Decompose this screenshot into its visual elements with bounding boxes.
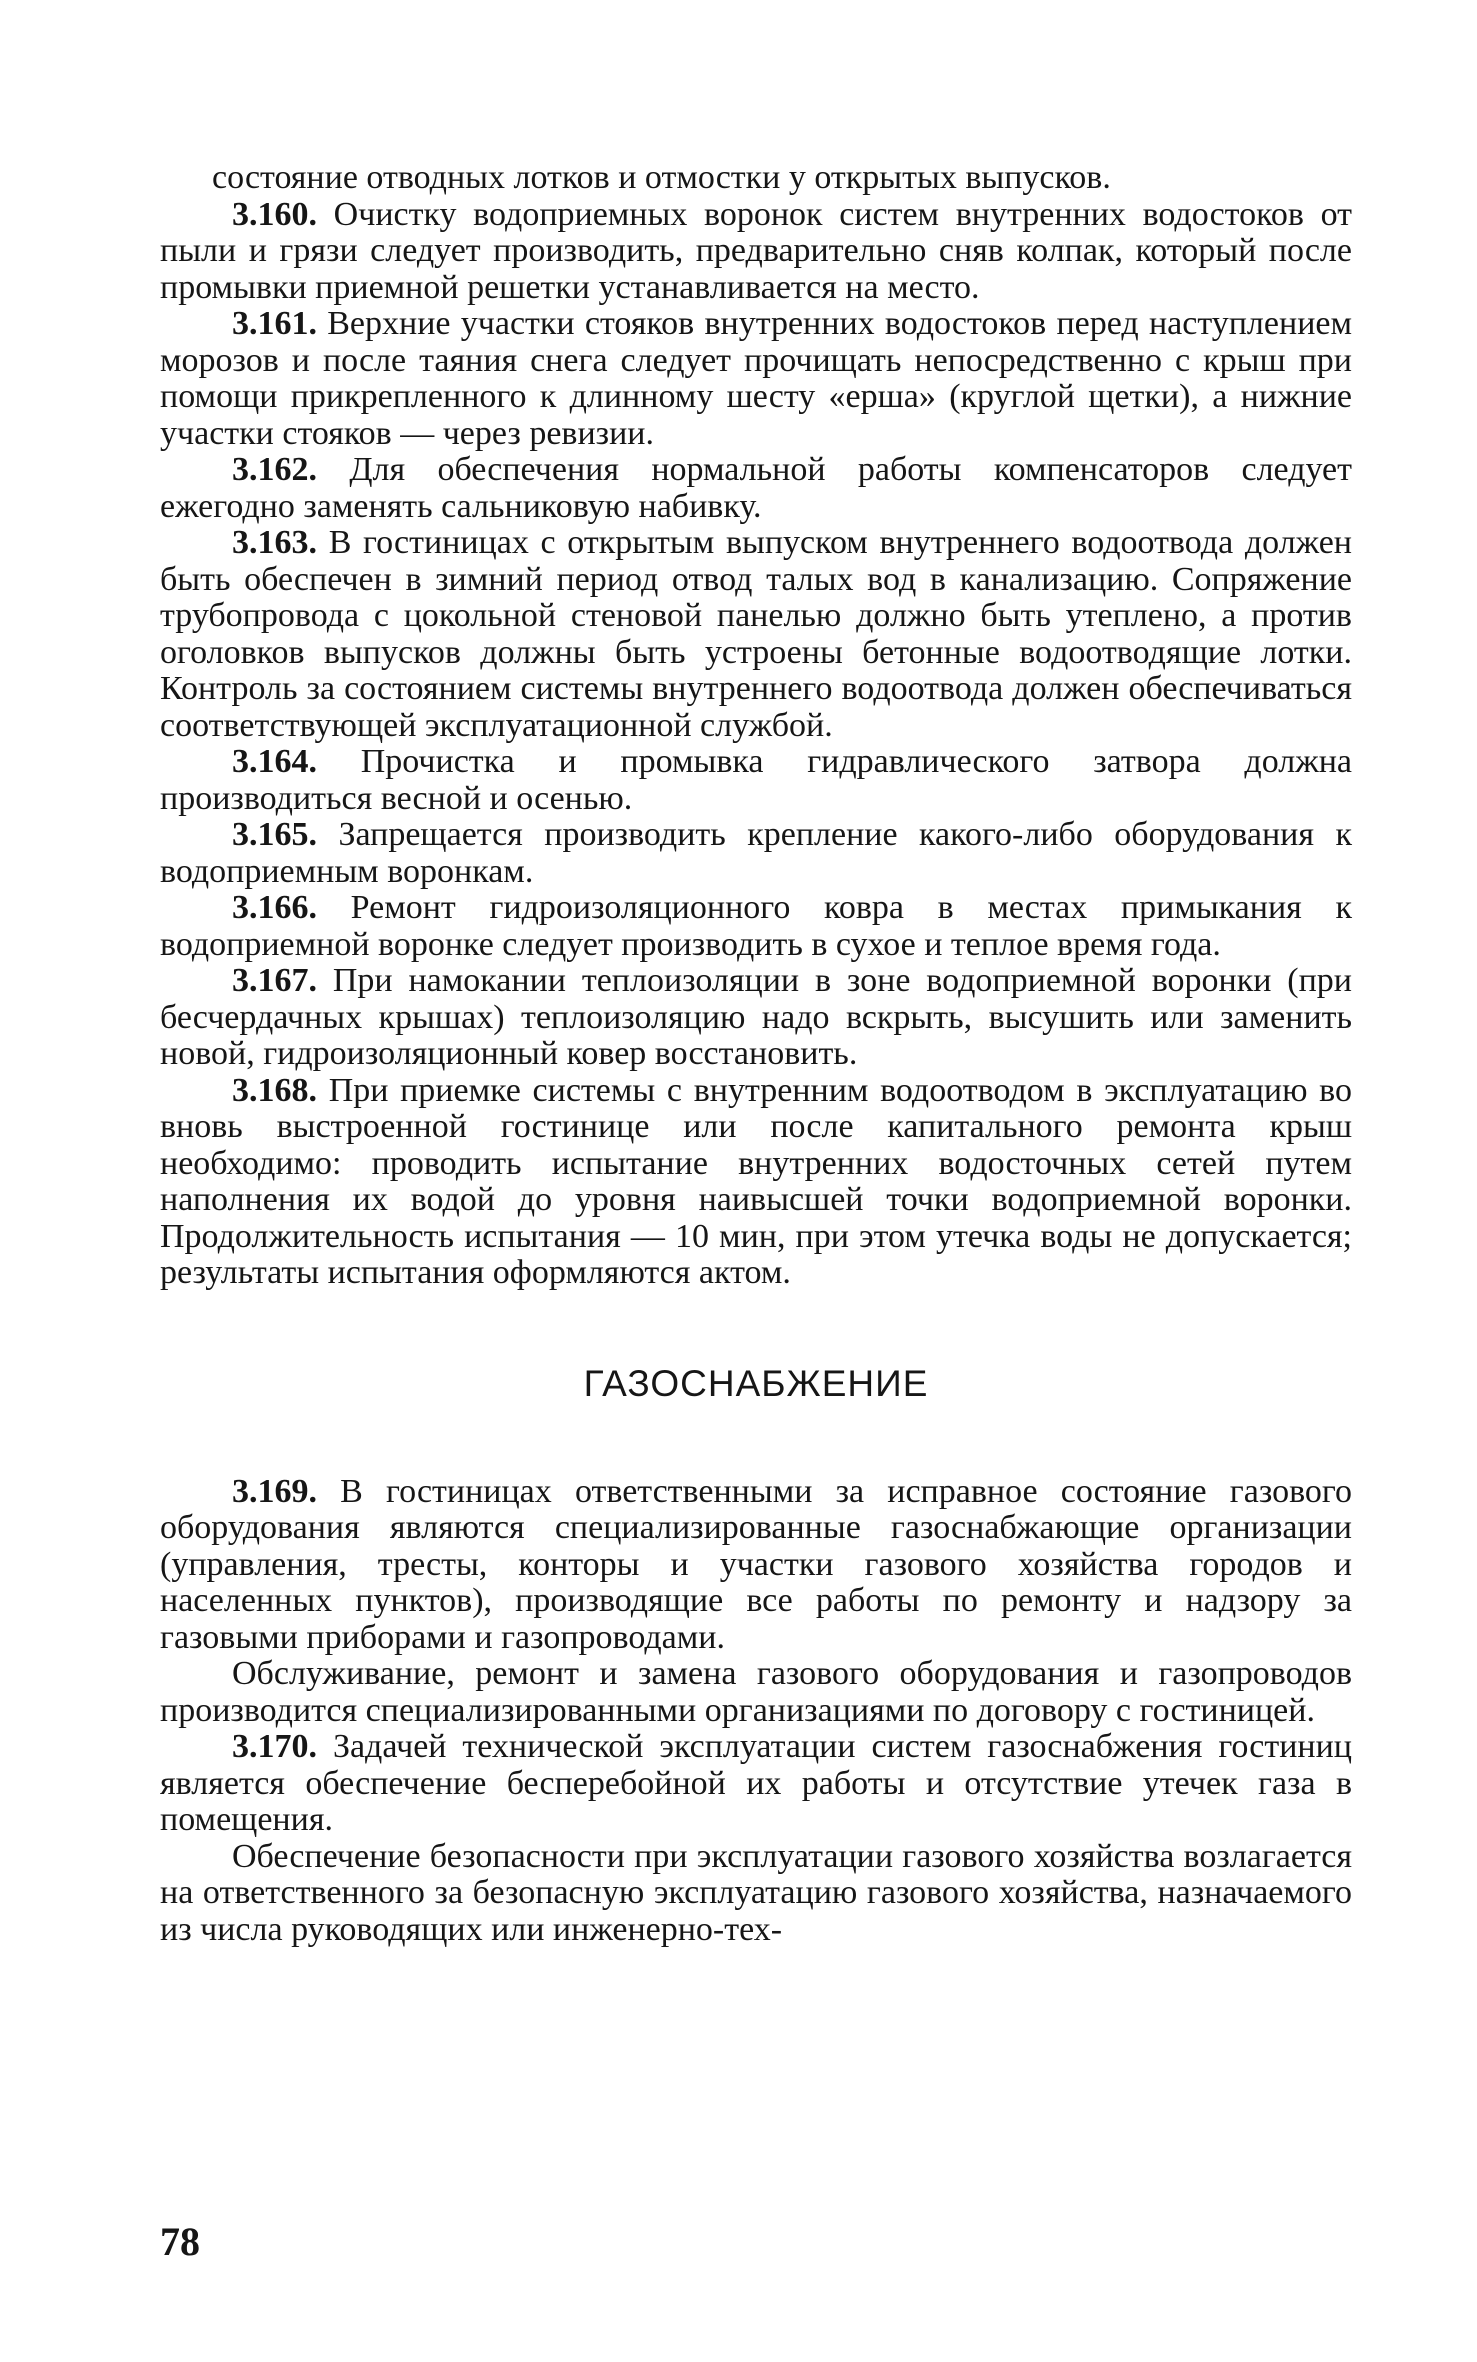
paragraph-text: В гостиницах ответственными за исправное состояние газового оборудования являются специализированные газоснабжающие организации (управления, тресты, конторы и участки газового хозяйства городов и населенных пунктов), производящие все работы по ремонту и надзору за газовыми приборами и газопроводами. [160, 1472, 1352, 1656]
item-number: 3.163. [232, 524, 317, 561]
item-number: 3.162. [232, 451, 317, 488]
paragraph-continuation [160, 160, 1352, 197]
page-number: 78 [160, 2219, 200, 2264]
paragraph-text: Очистку водоприемных воронок систем внутренних водостоков от пыли и грязи следует производить, предварительно сняв колпак, который после промывки приемной решетки устанавливается на место. [160, 195, 1352, 306]
paragraph-text: Прочистка и промывка гидравлического затвора должна производиться весной и осенью. [160, 743, 1352, 817]
paragraph-3-166 [160, 890, 1352, 963]
item-number: 3.166. [232, 889, 317, 926]
paragraph-text: Верхние участки стояков внутренних водостоков перед наступлением морозов и после таяния снега следует прочищать непосредственно с крыш при помощи прикрепленного к длинному шесту «ерша» (круглой щетки), а нижние участки стояков — через ревизии. [160, 305, 1352, 452]
item-number: 3.168. [232, 1071, 317, 1109]
paragraph-3-164 [160, 744, 1352, 817]
paragraph-3-170 [160, 1729, 1352, 1839]
paragraph-3-161 [160, 306, 1352, 452]
paragraph-3-169-continued [160, 1656, 1352, 1729]
document-page [160, 160, 1352, 1948]
paragraph-text: При намокании теплоизоляции в зоне водоприемной воронки (при бесчердачных крышах) теплоизоляцию надо вскрыть, высушить или заменить новой, гидроизоляционный ковер восстановить. [160, 962, 1353, 1072]
paragraph-3-170-continued [160, 1839, 1352, 1949]
section-heading: ГАЗОСНАБЖЕНИЕ [583, 1362, 929, 1404]
paragraph-text: Запрещается производить крепление какого-либо оборудования к водоприемным воронкам. [160, 816, 1352, 890]
paragraph-3-169 [160, 1474, 1352, 1657]
item-number: 3.167. [232, 962, 317, 999]
paragraph-3-163 [160, 525, 1352, 744]
paragraph-3-162 [160, 452, 1352, 525]
item-number: 3.164. [232, 743, 317, 780]
item-number: 3.170. [232, 1728, 317, 1765]
paragraph-text: состояние отводных лотков и отмостки у открытых выпусков. [212, 159, 1111, 196]
item-number: 3.165. [232, 816, 317, 853]
paragraph-text: При приемке системы с внутренним водоотводом в эксплуатацию во вновь выстроенной гостинице или после капитального ремонта крыш необходимо: проводить испытание внутренних водосточных сетей путем наполнения их водой до уровня наивысшей точки водоприемной воронки. Продолжительность испытания — 10 мин, при этом утечка воды не допускается; результаты испытания оформляются актом. [160, 1071, 1353, 1291]
paragraph-3-160 [160, 197, 1352, 307]
paragraph-text: Обеспечение безопасности при эксплуатации газового хозяйства возлагается на ответственного за безопасную эксплуатацию газового хозяйства, назначаемого из числа руководящих или инженерно-тех- [160, 1837, 1352, 1948]
item-number: 3.161. [232, 305, 317, 342]
paragraph-text: Для обеспечения нормальной работы компенсаторов следует ежегодно заменять сальниковую набивку. [160, 451, 1352, 525]
paragraph-text: В гостиницах с открытым выпуском внутреннего водоотвода должен быть обеспечен в зимний период отвод талых вод в канализацию. Сопряжение трубопровода с цокольной стеновой панелью должно быть утеплено, а против оголовков выпусков должны быть устроены бетонные водоотводящие лотки. Контроль за состоянием системы внутреннего водоотвода должен обеспечиваться соответствующей эксплуатационной службой. [160, 524, 1352, 744]
paragraph-text: Обслуживание, ремонт и замена газового оборудования и газопроводов производится специализированными организациями по договору с гостиницей. [160, 1655, 1352, 1729]
paragraph-3-167 [160, 963, 1352, 1073]
paragraph-3-168 [160, 1073, 1352, 1292]
paragraph-3-165 [160, 817, 1352, 890]
item-number: 3.160. [232, 195, 317, 233]
paragraph-text: Ремонт гидроизоляционного ковра в местах примыкания к водоприемной воронке следует производить в сухое и теплое время года. [160, 889, 1352, 963]
paragraph-text: Задачей технической эксплуатации систем газоснабжения гостиниц является обеспечение бесперебойной их работы и отсутствие утечек газа в помещения. [160, 1728, 1352, 1838]
item-number: 3.169. [232, 1472, 317, 1510]
